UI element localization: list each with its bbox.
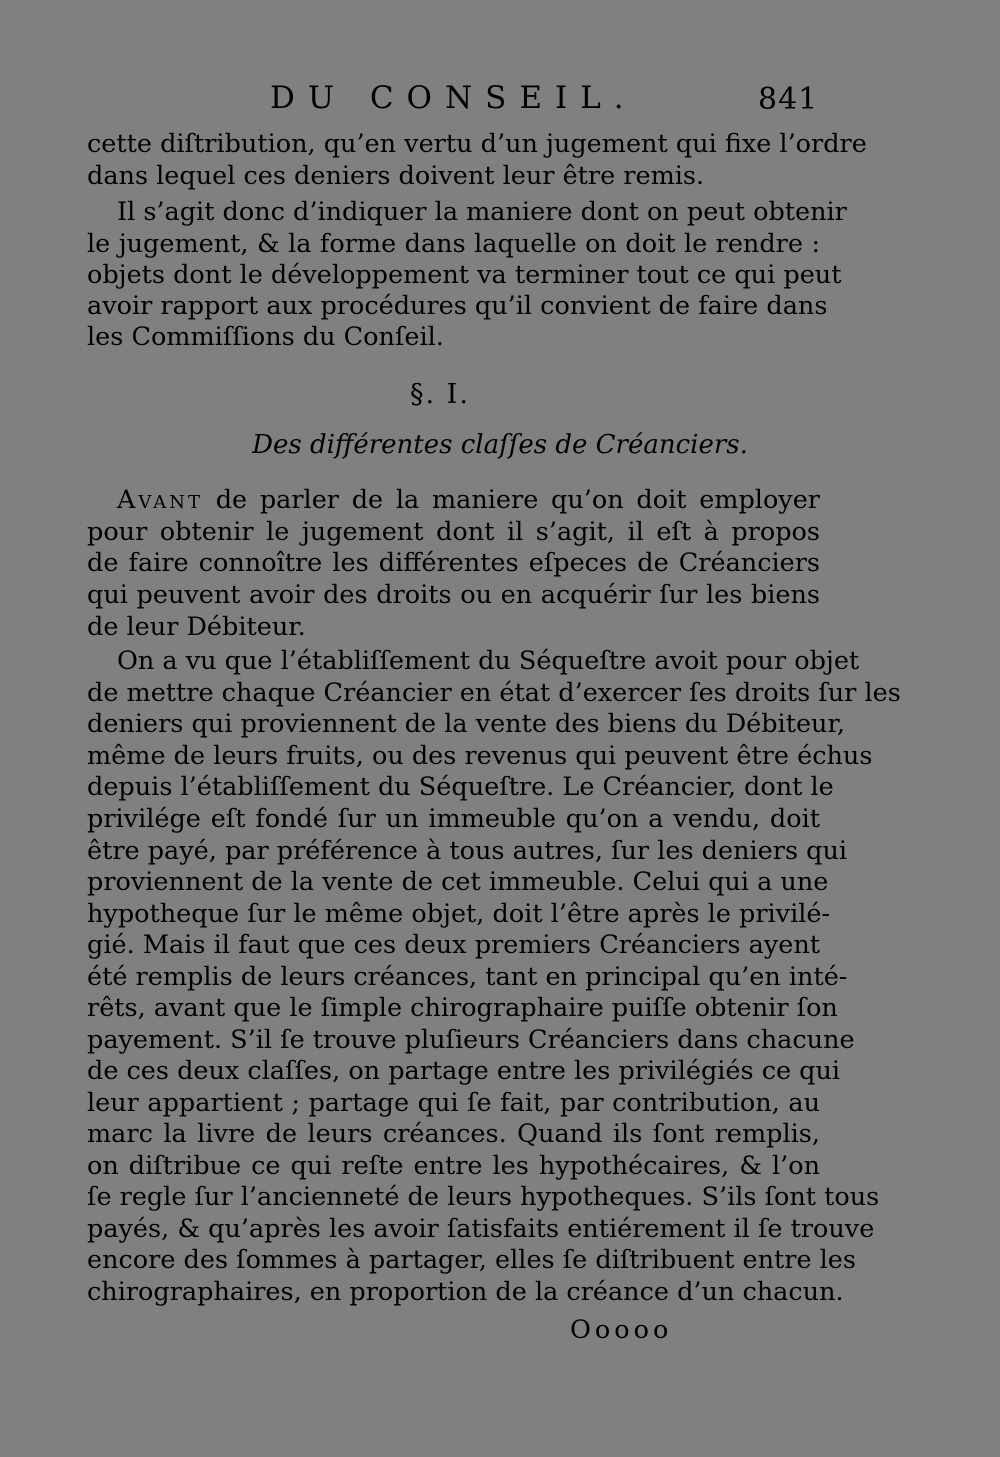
text-line: cette diſtribution, qu’en vertu d’un jugement qui fixe l’ordre xyxy=(87,129,867,159)
text-line: de leur Débiteur. xyxy=(87,612,306,642)
text-line: depuis l’établiſſement du Séqueſtre. Le Créancier, dont le xyxy=(87,772,834,802)
text-line: avoir rapport aux procédures qu’il convient de faire dans xyxy=(87,291,828,321)
text-line: de faire connoître les différentes eſpeces de Créanciers xyxy=(87,548,820,578)
text-line: marc la livre de leurs créances. Quand ils ſont remplis, xyxy=(87,1119,820,1149)
text-line: encore des ſommes à partager, elles ſe diſtribuent entre les xyxy=(87,1245,856,1275)
text-line: être payé, par préférence à tous autres, ſur les deniers qui xyxy=(87,836,848,866)
text-line: on diſtribue ce qui reſte entre les hypothécaires, & l’on xyxy=(87,1151,820,1181)
text-line: payement. S’il ſe trouve pluſieurs Créanciers dans chacune xyxy=(87,1025,855,1055)
text-line: gié. Mais il faut que ces deux premiers Créanciers ayent xyxy=(87,930,820,960)
text-line: leur appartient ; partage qui ſe fait, par contribution, au xyxy=(87,1088,820,1118)
catchword: Ooooo xyxy=(570,1315,673,1345)
text-line: le jugement, & la forme dans laquelle on doit le rendre : xyxy=(87,229,820,259)
running-head: DU CONSEIL. xyxy=(270,80,637,116)
text-line: Il s’agit donc d’indiquer la maniere dont on peut obtenir xyxy=(117,197,847,227)
text-line: été remplis de leurs créances, tant en principal qu’en inté- xyxy=(87,962,848,992)
text-line: dans lequel ces deniers doivent leur être remis. xyxy=(87,161,705,191)
text-line: de ces deux claſſes, on partage entre les privilégiés ce qui xyxy=(87,1056,841,1086)
text-line: pour obtenir le jugement dont il s’agit, il eſt à propos xyxy=(87,517,820,547)
text-line: qui peuvent avoir des droits ou en acquérir ſur les biens xyxy=(87,580,820,610)
text-line: rêts, avant que le ſimple chirographaire puiſſe obtenir ſon xyxy=(87,993,838,1023)
text-line: chirographaires, en proportion de la créance d’un chacun. xyxy=(87,1277,844,1307)
page-number: 841 xyxy=(758,82,819,117)
text-line: deniers qui proviennent de la vente des biens du Débiteur, xyxy=(87,709,845,739)
text-line: objets dont le développement va terminer tout ce qui peut xyxy=(87,260,842,290)
text-line xyxy=(117,484,820,516)
text-line: même de leurs fruits, ou des revenus qui peuvent être échus xyxy=(87,741,873,771)
text-line: proviennent de la vente de cet immeuble. Celui qui a une xyxy=(87,867,829,897)
text-line: privilége eſt fondé ſur un immeuble qu’on a vendu, doit xyxy=(87,804,820,834)
text-line: ſe regle ſur l’ancienneté de leurs hypotheques. S’ils ſont tous xyxy=(87,1182,880,1212)
text-line: les Commiſſions du Conſeil. xyxy=(87,322,444,352)
section-number: §. I. xyxy=(410,379,470,410)
text-line: payés, & qu’après les avoir ſatisfaits entiérement il ſe trouve xyxy=(87,1214,875,1244)
section-title: Des différentes claſſes de Créanciers. xyxy=(252,430,748,460)
drop-word: Avant xyxy=(117,485,203,515)
text-line: de mettre chaque Créancier en état d’exercer ſes droits ſur les xyxy=(87,678,901,708)
text-line: hypotheque ſur le même objet, doit l’être après le privilé- xyxy=(87,899,831,929)
text-line: On a vu que l’établiſſement du Séqueſtre avoit pour objet xyxy=(117,646,860,676)
first-line-rest: de parler de la maniere qu’on doit employer xyxy=(202,485,820,515)
